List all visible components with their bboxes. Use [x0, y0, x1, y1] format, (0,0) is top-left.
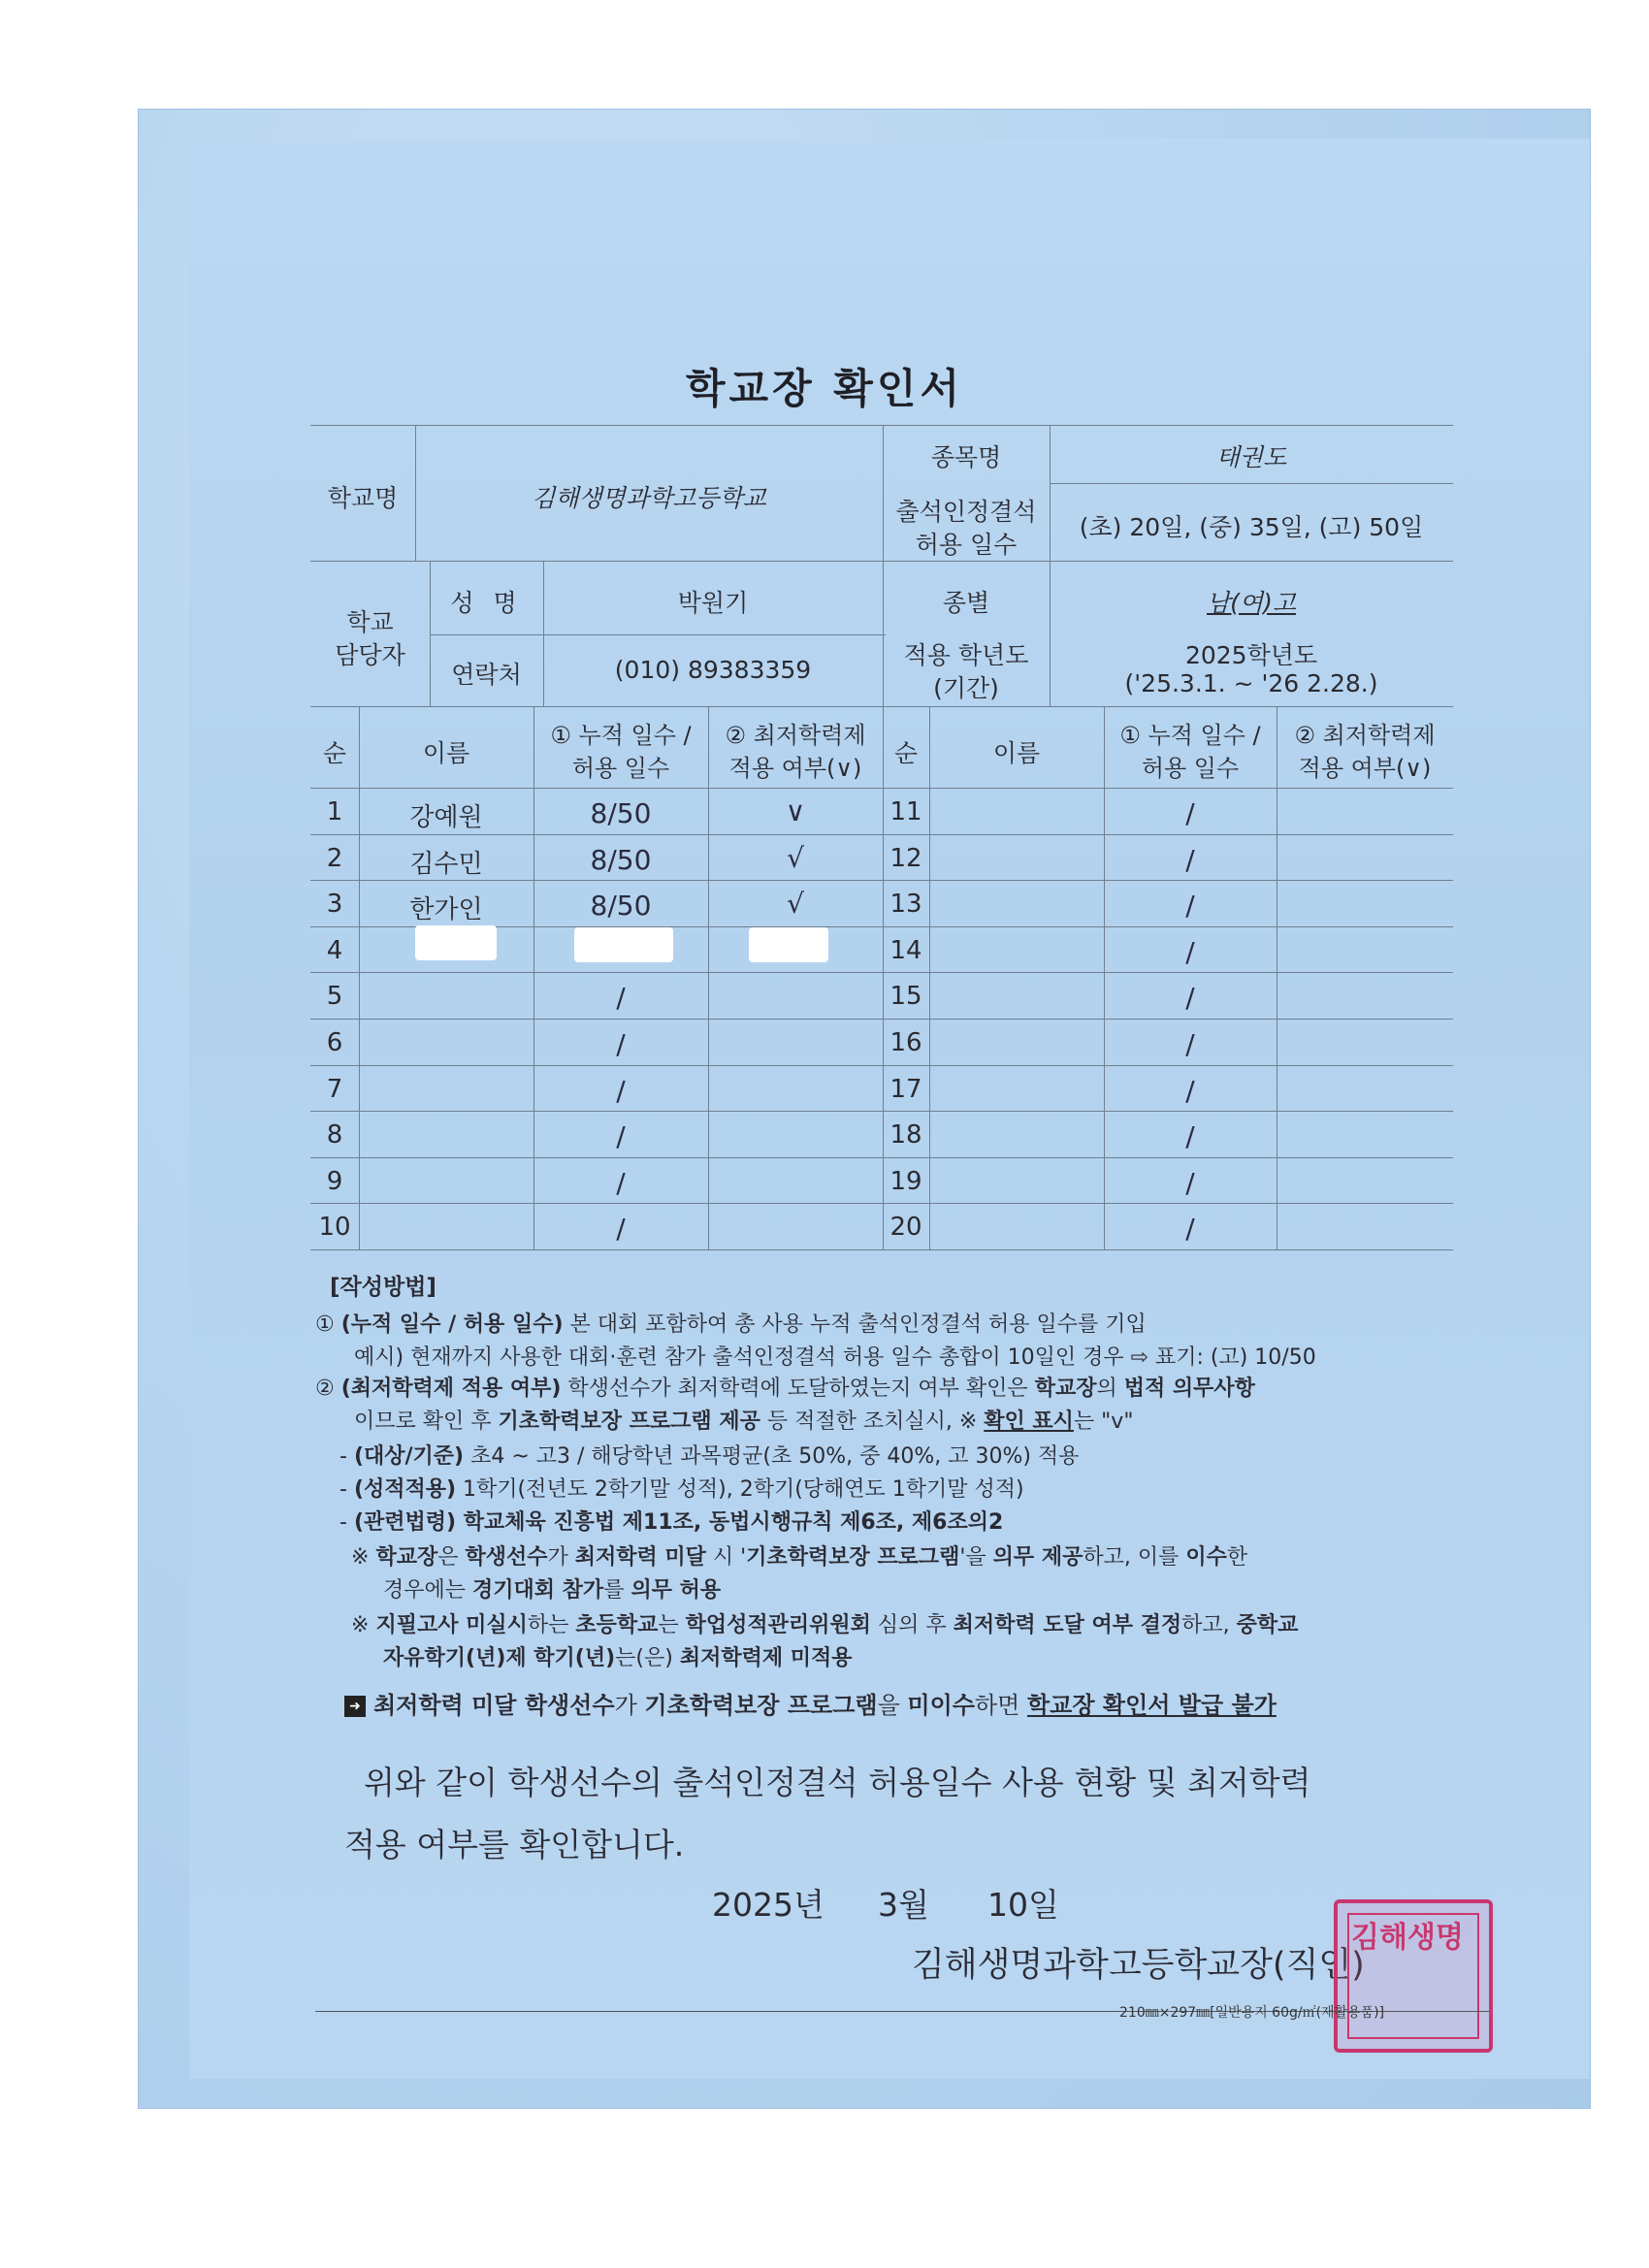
redaction-patch — [749, 927, 828, 962]
row-number: 9 — [326, 1166, 343, 1196]
row-number: 2 — [326, 843, 343, 873]
teacher-label-2: 담당자 — [335, 641, 405, 669]
col-check-right-2: 적용 여부(∨) — [1298, 755, 1432, 782]
official-seal-stamp — [1334, 1899, 1493, 2053]
school-label: 학교명 — [327, 484, 399, 512]
column-rule — [929, 706, 930, 1249]
accumulated-days: / — [1185, 982, 1195, 1015]
name-value: 박원기 — [677, 589, 749, 617]
row-rule — [310, 834, 1453, 835]
rule — [310, 706, 1453, 707]
allow-label-2: 허용 일수 — [915, 531, 1018, 559]
rule — [310, 788, 1453, 789]
document-title: 학교장 확인서 — [685, 365, 964, 412]
year-value: 2025학년도 — [1184, 641, 1318, 669]
col-name-right: 이름 — [992, 739, 1041, 767]
accumulated-days: 8/50 — [590, 797, 652, 829]
confirm-line-1: 위와 같이 학생선수의 출석인정결석 허용일수 사용 현황 및 최저학력 — [364, 1764, 1311, 1801]
stamp-text: 김해생명 — [1351, 1921, 1464, 1955]
accumulated-days: / — [616, 1166, 626, 1199]
instruction-line-11: 자유학기(년)제 학기(년)는(은) 최저학력제 미적용 — [383, 1646, 853, 1670]
row-rule — [310, 1065, 1453, 1066]
row-number: 18 — [889, 1120, 922, 1150]
rule — [310, 561, 1453, 562]
col-check-left-1: ② 최저학력제 — [725, 722, 866, 749]
col-days-left-1: ① 누적 일수 / — [550, 722, 692, 749]
row-number: 14 — [889, 935, 922, 965]
student-name: 강예원 — [409, 803, 483, 832]
col-check-right-1: ② 최저학력제 — [1294, 722, 1436, 749]
accumulated-days: / — [1185, 1074, 1195, 1107]
allow-label-1: 출석인정결석 — [895, 498, 1037, 526]
accumulated-days: / — [616, 1120, 626, 1153]
row-number: 17 — [889, 1074, 922, 1104]
col-days-right-1: ① 누적 일수 / — [1119, 722, 1261, 749]
accumulated-days: / — [1185, 1166, 1195, 1199]
contact-value: (010) 89383359 — [614, 656, 812, 684]
row-rule — [310, 1019, 1453, 1020]
accumulated-days: 8/50 — [590, 890, 652, 923]
instruction-line-9: 경우에는 경기대회 참가를 의무 허용 — [383, 1578, 722, 1603]
min-academic-check: √ — [787, 888, 804, 921]
instruction-line-4: 이므로 확인 후 기초학력보장 프로그램 제공 등 적절한 조치실시, ※ 확인 표시는 "v" — [354, 1409, 1134, 1434]
rule — [1050, 483, 1453, 484]
sport-label: 종목명 — [930, 443, 1002, 471]
column-rule — [883, 706, 884, 1249]
column-rule — [359, 706, 360, 1249]
row-rule — [310, 880, 1453, 881]
accumulated-days: / — [1185, 843, 1195, 876]
redaction-patch — [574, 927, 673, 962]
rule — [430, 634, 886, 635]
min-academic-check: √ — [787, 841, 804, 874]
row-number: 5 — [326, 982, 343, 1012]
row-number: 15 — [889, 982, 922, 1012]
row-number: 16 — [889, 1028, 922, 1057]
sport-value: 태권도 — [1215, 443, 1287, 471]
footer-print: 210㎜×297㎜[일반용지 60g/㎡(재활용품)] — [1119, 2005, 1385, 2021]
row-rule — [310, 972, 1453, 973]
column-rule — [1104, 706, 1105, 1249]
confirm-month: 3월 — [878, 1886, 929, 1924]
signer-name: 김해생명과학고등학교장(직인) — [912, 1946, 1365, 1985]
instruction-line-10: ※ 지필고사 미실시하는 초등학교는 학업성적관리위원회 심의 후 최저학력 도달 여부 결정하고, 중학교 — [351, 1613, 1299, 1637]
instruction-line-6: - (성적적용) 1학기(전년도 2학기말 성적), 2학기(당해연도 1학기말 성적) — [340, 1477, 1024, 1502]
row-number: 3 — [326, 890, 343, 920]
row-number: 1 — [326, 797, 343, 826]
instruction-line-8: ※ 학교장은 학생선수가 최저학력 미달 시 '기초학력보장 프로그램'을 의무 제공하고, 이를 이수한 — [351, 1545, 1248, 1570]
row-number: 8 — [326, 1120, 343, 1150]
row-number: 19 — [889, 1166, 922, 1196]
year-label-2: (기간) — [933, 674, 999, 702]
accumulated-days: / — [1185, 797, 1195, 829]
accumulated-days: / — [1185, 935, 1195, 968]
col-days-right-2: 허용 일수 — [1141, 755, 1240, 782]
allow-value: (초) 20일, (중) 35일, (고) 50일 — [1079, 513, 1424, 541]
instruction-line-7: - (관련법령) 학교체육 진흥법 제11조, 동법시행규칙 제6조, 제6조의2 — [340, 1510, 1004, 1535]
instruction-line-2: 예시) 현재까지 사용한 대회·훈련 참가 출석인정결석 허용 일수 총합이 10일인 경우 ⇨ 표기: (고) 10/50 — [354, 1345, 1316, 1370]
row-number: 4 — [326, 935, 343, 965]
row-number: 7 — [326, 1074, 343, 1104]
row-rule — [310, 1111, 1453, 1112]
student-name: 한가인 — [409, 895, 483, 925]
row-rule — [310, 1157, 1453, 1158]
accumulated-days: / — [1185, 1120, 1195, 1153]
instruction-line-3: ② (최저학력제 적용 여부) 학생선수가 최저학력에 도달하였는지 여부 확인은 학교장의 법적 의무사항 — [315, 1377, 1255, 1401]
row-number: 6 — [326, 1028, 343, 1057]
contact-label: 연락처 — [451, 661, 522, 689]
student-name: 김수민 — [409, 849, 483, 879]
confirm-day: 10일 — [987, 1886, 1059, 1924]
accumulated-days: / — [616, 982, 626, 1015]
instruction-line-1: ① (누적 일수 / 허용 일수) 본 대회 포함하여 총 사용 누적 출석인정결석 허용 일수를 기입 — [315, 1312, 1147, 1337]
confirm-line-2: 적용 여부를 확인합니다. — [344, 1826, 685, 1863]
arrow-box-icon: ➜ — [344, 1696, 366, 1717]
gender-label: 종별 — [942, 589, 990, 617]
row-number: 10 — [318, 1213, 351, 1243]
period-value: ('25.3.1. ~ '26 2.28.) — [1124, 669, 1378, 697]
row-number: 20 — [889, 1213, 922, 1243]
rule — [310, 425, 1453, 426]
col-days-left-2: 허용 일수 — [571, 755, 670, 782]
accumulated-days: / — [616, 1213, 626, 1246]
row-number: 11 — [889, 797, 922, 826]
row-number: 12 — [889, 843, 922, 873]
gender-value: 남(여)고 — [1207, 589, 1296, 617]
confirm-year: 2025년 — [712, 1886, 824, 1924]
row-rule — [310, 1249, 1453, 1250]
rule — [543, 561, 544, 706]
teacher-label-1: 학교 — [346, 608, 394, 636]
instruction-line-5: - (대상/기준) 초4 ~ 고3 / 해당학년 과목평균(초 50%, 중 40%, 고 30%) 적용 — [340, 1444, 1080, 1469]
col-check-left-2: 적용 여부(∨) — [728, 755, 862, 782]
redaction-patch — [415, 925, 497, 960]
accumulated-days: / — [1185, 890, 1195, 923]
accumulated-days: 8/50 — [590, 843, 652, 876]
row-number: 13 — [889, 890, 922, 920]
name-label: 성 명 — [450, 589, 523, 617]
year-label-1: 적용 학년도 — [903, 641, 1029, 669]
school-value: 김해생명과학고등학교 — [532, 484, 766, 512]
col-no-left: 순 — [322, 739, 347, 767]
min-academic-check: ∨ — [785, 795, 806, 827]
column-rule — [708, 706, 709, 1249]
col-name-left: 이름 — [422, 739, 470, 767]
accumulated-days: / — [1185, 1213, 1195, 1246]
accumulated-days: / — [1185, 1028, 1195, 1060]
warning-line: ➜ 최저학력 미달 학생선수가 기초학력보장 프로그램을 미이수하면 학교장 확인서 발급 불가 — [344, 1686, 1277, 1720]
accumulated-days: / — [616, 1074, 626, 1107]
instructions-heading: [작성방법] — [330, 1275, 436, 1300]
accumulated-days: / — [616, 1028, 626, 1060]
col-no-right: 순 — [893, 739, 919, 767]
row-rule — [310, 1203, 1453, 1204]
